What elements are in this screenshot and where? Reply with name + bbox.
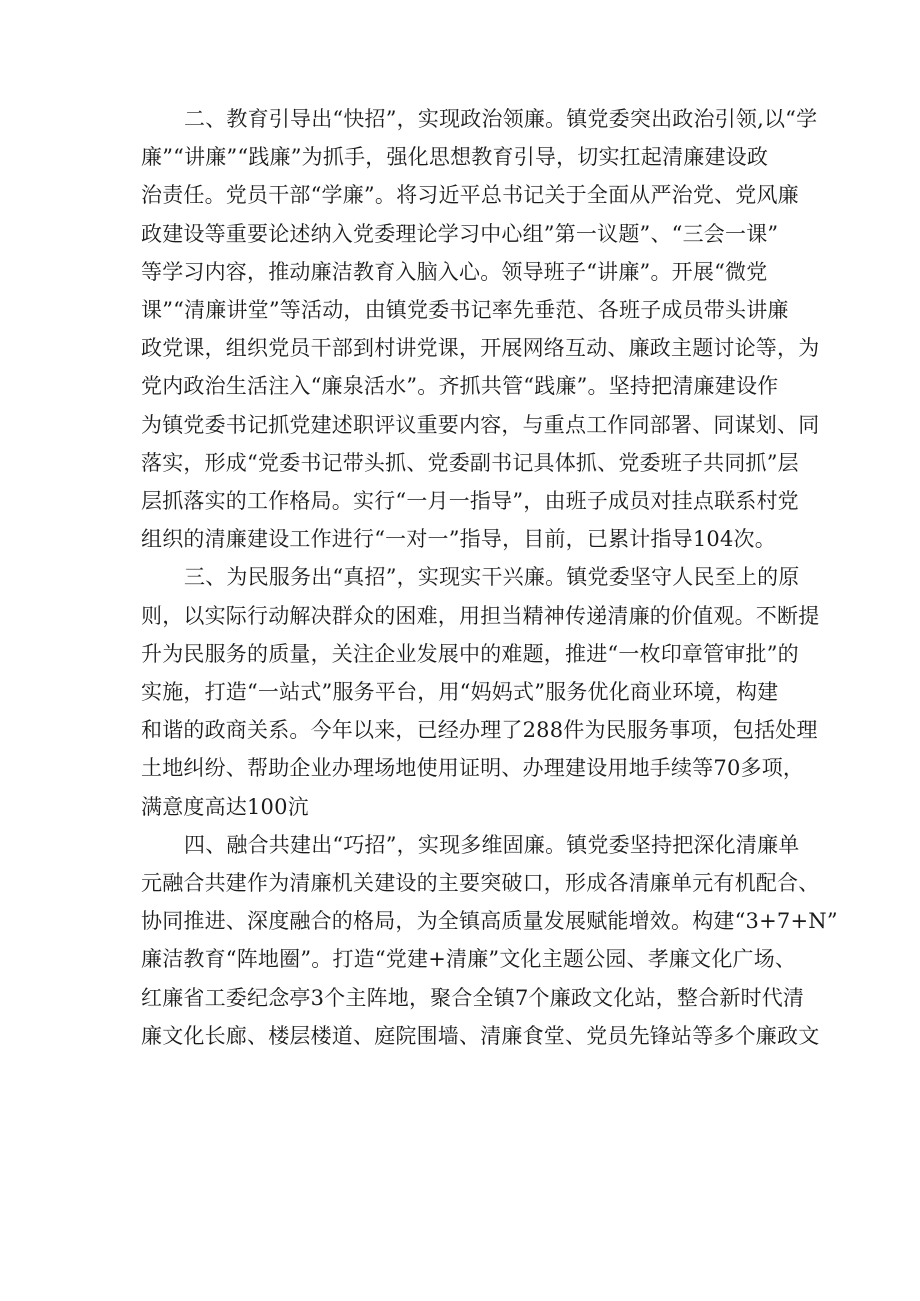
- text-line: 治责任。党员干部“学廉”。将习近平总书记关于全面从严治党、党风廉: [141, 183, 799, 208]
- text-line: 升为民服务的质量，关注企业发展中的难题，推进“一枚印章管审批”的: [141, 641, 799, 666]
- text-line: 满意度高达100沆: [141, 794, 309, 819]
- paragraph-public-service: [141, 558, 820, 825]
- text-line: 红廉省工委纪念亭3个主阵地，聚合全镇7个廉政文化站，整合新时代清: [141, 985, 805, 1010]
- paragraph-integrated-building: [141, 826, 838, 1055]
- text-line: 廉洁教育“阵地圈”。打造“党建+清廉”文化主题公园、孝廉文化广场、: [141, 947, 797, 972]
- text-line: 廉”“讲廉”“践廉”为抓手，强化思想教育引导，切实扛起清廉建设政: [141, 145, 769, 170]
- text-line: 等学习内容，推动廉洁教育入脑入心。领导班子“讲廉”。开展“微党: [141, 259, 768, 284]
- text-line: 协同推进、深度融合的格局，为全镇高质量发展赋能增效。构建“3+7+N”: [141, 909, 838, 934]
- text-line: 四、融合共建出“巧招”，实现多维固廉。镇党委坚持把深化清廉单: [184, 832, 800, 857]
- text-line: 元融合共建作为清廉机关建设的主要突破口，形成各清廉单元有机配合、: [141, 871, 820, 896]
- paragraph-education-guidance: [141, 100, 820, 558]
- text-line: 廉文化长廊、楼层楼道、庭院围墙、清廉食堂、党员先锋站等多个廉政文: [141, 1023, 820, 1048]
- text-line: 层抓落实的工作格局。实行“一月一指导”，由班子成员对挂点联系村党: [141, 489, 799, 514]
- text-line: 和谐的政商关系。今年以来，已经办理了288件为民服务事项，包括处理: [141, 718, 818, 743]
- document-body: [141, 100, 838, 1055]
- text-line: 政党课，组织党员干部到村讲党课，开展网络互动、廉政主题讨论等，为: [141, 336, 820, 361]
- text-line: 实施，打造“一站式”服务平台，用“妈妈式”服务优化商业环境，构建: [141, 680, 779, 705]
- text-line: 组织的清廉建设工作进行“一对一”指导，目前，已累计指导104次。: [141, 527, 776, 552]
- text-line: 落实，形成“党委书记带头抓、党委副书记具体抓、党委班子共同抓”层: [141, 450, 799, 475]
- text-line: 政建设等重要论述纳入党委理论学习中心组”第一议题”、“三会一课”: [141, 221, 779, 246]
- text-line: 土地纠纷、帮助企业办理场地使用证明、办理建设用地手续等70多项，: [141, 756, 805, 781]
- text-line: 为镇党委书记抓党建述职评议重要内容，与重点工作同部署、同谋划、同: [141, 412, 820, 437]
- text-line: 三、为民服务出“真招”，实现实干兴廉。镇党委坚守人民至上的原: [184, 565, 800, 590]
- text-line: 则，以实际行动解决群众的困难，用担当精神传递清廉的价值观。不断提: [141, 603, 820, 628]
- text-line: 课”“清廉讲堂”等活动，由镇党委书记率先垂范、各班子成员带头讲廉: [141, 298, 789, 323]
- text-line: 党内政治生活注入“廉泉活水”。齐抓共管“践廉”。坚持把清廉建设作: [141, 374, 779, 399]
- text-line: 二、教育引导出“快招”，实现政治领廉。镇党委突出政治引领,以“学: [184, 107, 818, 131]
